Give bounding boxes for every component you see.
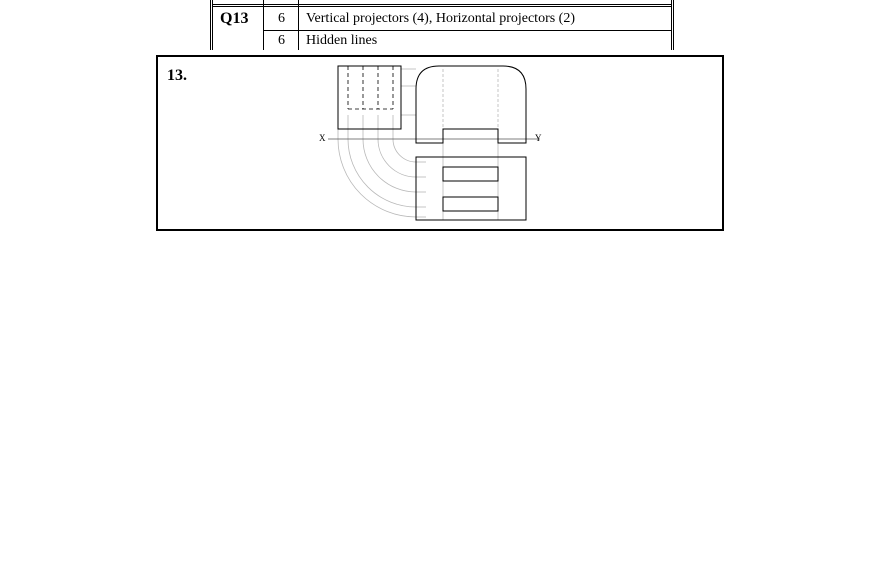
question-label: Q13 [220,10,249,27]
orthographic-drawing [158,57,722,229]
row-2-description: Hidden lines [306,33,378,48]
row-2-marks: 6 [278,33,285,48]
marking-scheme-table [210,0,674,50]
plan-view [416,157,526,220]
answer-number: 13. [167,67,187,84]
answer-box [156,55,724,231]
axis-label-y: Y [535,133,542,143]
front-elevation-view [416,66,526,143]
table-border-left [210,0,213,50]
table-top-rule [213,4,671,7]
table-border-right [671,0,674,50]
row-1-marks: 6 [278,11,285,26]
table-row-divider [263,30,671,31]
axis-label-x: X [319,133,326,143]
end-elevation-view [338,66,401,129]
row-1-description: Vertical projectors (4), Horizontal projectors (2) [306,11,576,26]
